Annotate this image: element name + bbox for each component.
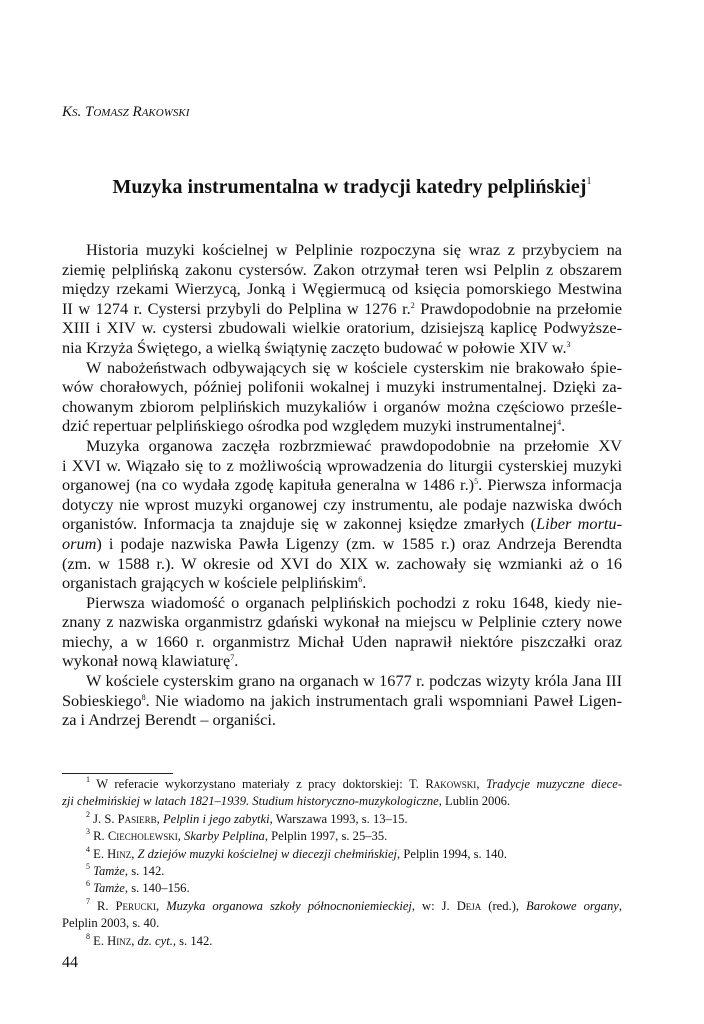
- body-line: [62, 671, 622, 691]
- footnote-number: 2: [86, 809, 90, 819]
- text-run: . Nie wiadomo na jakich instrumentach grali wspomniani Paweł Ligen-: [145, 690, 622, 710]
- text-run: ,: [131, 846, 138, 861]
- body-line: [62, 612, 622, 632]
- body-line: [62, 377, 622, 397]
- italic-run: Liber mortu-: [536, 514, 622, 534]
- text-run: wów chorałowych, później polifonii wokalnej i muzyki instrumentalnej. Dzięki za-: [62, 377, 622, 397]
- footnote-number: 5: [86, 861, 90, 871]
- author-smallcaps: Deja: [456, 898, 482, 913]
- text-run: Muzyka organowa zaczęła rozbrzmiewać prawdopodobnie na przełomie XV: [86, 435, 622, 455]
- text-run: .: [561, 416, 566, 436]
- author-smallcaps: Ciecholewski: [107, 829, 178, 844]
- footnote-line: [62, 915, 622, 932]
- text-run: znany z nazwiska organmistrz gdański wykonał na miejscu w Pelplinie cztery nowe: [62, 612, 622, 632]
- footnote-number: 3: [86, 827, 90, 837]
- body-line: [62, 514, 622, 534]
- text-run: Sobieskiego: [62, 690, 142, 710]
- footnote-line: [62, 811, 622, 828]
- body-line: [62, 318, 622, 338]
- text-run: II w 1274 r. Cystersi przybyli do Pelplina w 1276 r.: [62, 298, 411, 318]
- footnote-number: 1: [86, 775, 90, 784]
- text-run: W kościele cysterskim grano na organach w 1677 r. podczas wizyty króla Jana III: [86, 671, 622, 691]
- text-run: organistów. Informacja ta znajduje się w zakonnej księdze zmarłych (: [62, 514, 537, 534]
- italic-run: zji chełmińskiej w latach 1821–1939. Studium historyczno-muzykologiczne: [62, 794, 439, 809]
- author-name: Tomasz Rakowski: [85, 104, 190, 120]
- body-line: [62, 260, 622, 280]
- body-line: [62, 279, 622, 299]
- text-run: ) i podaje nazwiska Pawła Ligenzy (zm. w 1585 r.) oraz Andrzeja Berendta: [96, 533, 622, 553]
- text-run: dotyczy nie wprost muzyki organowej czy instrumentu, ale podaje nazwiska dwóch: [62, 494, 622, 514]
- text-run: , Pelplin 1997, s. 25–35.: [264, 829, 388, 844]
- text-run: R.: [90, 898, 116, 913]
- footnote-number: 7: [86, 896, 90, 906]
- text-run: , Lublin 2006.: [438, 794, 511, 809]
- article-title: [62, 176, 642, 199]
- author-line: [62, 104, 189, 121]
- italic-run: Tamże: [93, 863, 125, 878]
- italic-run: orum: [62, 533, 97, 553]
- body-line: [62, 554, 622, 574]
- author-prefix: Ks.: [62, 104, 82, 120]
- footnotes: [62, 776, 622, 950]
- body-line: [62, 436, 622, 456]
- footnote-line: [62, 933, 622, 950]
- text-run: , s. 142.: [172, 933, 213, 948]
- author-smallcaps: Perucki: [115, 898, 157, 913]
- footnote-ref: 8: [141, 692, 146, 702]
- italic-run: Pelplin i jego zabytki: [162, 811, 270, 826]
- body-line: [62, 475, 622, 495]
- text-run: XIII i XIV w. cystersi zbudowali wielkie oratorium, dzisiejszą kaplicę Podwyższe-: [62, 318, 622, 338]
- body-line: [62, 691, 622, 711]
- text-run: R.: [90, 829, 108, 844]
- text-run: ,: [476, 777, 486, 791]
- body-line: [62, 397, 622, 417]
- text-run: miechy, a w 1660 r. organmistrz Michał Uden naprawił niektóre piszczałki oraz: [62, 631, 622, 651]
- text-run: W nabożeństwach odbywających się w kościele cysterskim nie brakowało śpie-: [86, 357, 622, 377]
- text-run: ,: [618, 898, 622, 913]
- body-line: [62, 299, 622, 319]
- text-run: , w: J.: [411, 898, 457, 913]
- body-line: [62, 632, 622, 652]
- text-run: i XVI w. Wiązało się to z możliwością wprowadzenia do liturgii cysterskiej muzyki: [62, 455, 622, 475]
- text-run: ,: [131, 933, 138, 948]
- body-line: [62, 358, 622, 378]
- italic-run: Tamże: [93, 881, 125, 896]
- footnote-number: 4: [86, 844, 90, 854]
- text-run: ziemię pelplińską zakonu cystersów. Zakon otrzymał teren wsi Pelplin z obszarem: [62, 259, 622, 279]
- body-line: [62, 534, 622, 554]
- footnote-number: 6: [86, 879, 90, 889]
- text-run: wykonał nową klawiaturę: [62, 651, 231, 671]
- author-smallcaps: Rakowski: [425, 777, 477, 791]
- text-run: , s. 140–156.: [124, 881, 190, 896]
- body-line: [62, 573, 622, 593]
- italic-run: Muzyka organowa szkoły północnoniemieckiej: [166, 898, 412, 913]
- body-line: [62, 710, 622, 730]
- text-run: (red.),: [481, 898, 527, 913]
- text-run: , Pelplin 1994, s. 140.: [397, 846, 507, 861]
- body-line: [62, 456, 622, 476]
- footnote-ref: 7: [230, 653, 235, 663]
- text-run: za i Andrzej Berendt – organiści.: [62, 710, 277, 730]
- footnote-ref: 4: [557, 418, 562, 428]
- italic-run: Tradycje muzyczne diece-: [485, 777, 623, 791]
- body-line: [62, 338, 622, 358]
- body-line: [62, 416, 622, 436]
- text-run: ,: [156, 811, 163, 826]
- text-run: organowej (na co wydała zgodę kapituła generalna w 1486 r.): [62, 475, 475, 495]
- footnote-line: [62, 793, 622, 810]
- author-smallcaps: Hinz: [107, 846, 132, 861]
- body-line: [62, 240, 622, 260]
- text-run: chowanym zbiorom pelplińskich muzykaliów i organów można częściowo prześle-: [62, 396, 622, 416]
- text-run: J. S.: [90, 811, 118, 826]
- text-run: , s. 142.: [124, 863, 165, 878]
- title-footnote-ref: 1: [586, 176, 592, 187]
- text-run: ,: [177, 829, 185, 844]
- footnote-line: [62, 846, 622, 863]
- text-run: organistach grających w kościele pelplińskim: [62, 573, 359, 593]
- footnote-line: [62, 880, 622, 897]
- text-run: między rzekami Wierzycą, Jonką i Węgiermucą od księcia pomorskiego Mestwina: [62, 279, 622, 299]
- text-run: Pelplin 2003, s. 40.: [62, 916, 160, 931]
- footnote-ref: 3: [566, 339, 571, 349]
- text-run: Prawdopodobnie na przełomie: [414, 298, 622, 318]
- italic-run: Barokowe organy: [526, 898, 619, 913]
- text-run: (zm. w 1588 r.). W okresie od XVI do XIX w. zachowały się wzmianki aż o 16: [62, 553, 622, 573]
- footnote-line: [62, 828, 622, 845]
- italic-run: dz. cyt.: [137, 933, 173, 948]
- text-run: W referacie wykorzystano materiały z pracy doktorskiej: T.: [90, 777, 426, 791]
- italic-run: Z dziejów muzyki kościelnej w diecezji chełmińskiej: [137, 846, 398, 861]
- text-run: . Pierwsza informacja: [478, 475, 623, 495]
- footnote-ref: 5: [474, 477, 479, 487]
- text-run: dzić repertuar pelplińskiego ośrodka pod względem muzyki instrumentalnej: [62, 416, 558, 436]
- body-line: [62, 495, 622, 515]
- article-title-text: Muzyka instrumentalna w tradycji katedry pelplińskiej: [112, 176, 587, 198]
- text-run: Historia muzyki kościelnej w Pelplinie rozpoczyna się wraz z przybyciem na: [86, 240, 622, 259]
- body-line: [62, 593, 622, 613]
- text-run: E.: [90, 846, 108, 861]
- text-run: .: [362, 573, 367, 593]
- text-run: Pierwsza wiadomość o organach pelplińskich pochodzi z roku 1648, kiedy nie-: [86, 592, 622, 612]
- footnote-ref: 6: [358, 575, 363, 585]
- footnote-line: [62, 776, 622, 793]
- body-line: [62, 651, 622, 671]
- footnote-number: 8: [86, 931, 90, 941]
- text-run: , Warszawa 1993, s. 13–15.: [269, 811, 408, 826]
- footnote-separator: [62, 773, 173, 774]
- footnote-line: [62, 898, 622, 915]
- italic-run: Skarby Pelplina: [184, 829, 265, 844]
- author-smallcaps: Hinz: [107, 933, 132, 948]
- author-smallcaps: Pasierb: [117, 811, 157, 826]
- page-number: 44: [62, 954, 78, 971]
- article-body: [62, 240, 622, 730]
- footnote-line: [62, 863, 622, 880]
- text-run: nia Krzyża Świętego, a wielką świątynię zaczęto budować w połowie XIV w.: [62, 337, 567, 357]
- text-run: E.: [90, 933, 108, 948]
- text-run: ,: [156, 898, 167, 913]
- text-run: .: [234, 651, 239, 671]
- footnote-ref: 2: [410, 300, 415, 310]
